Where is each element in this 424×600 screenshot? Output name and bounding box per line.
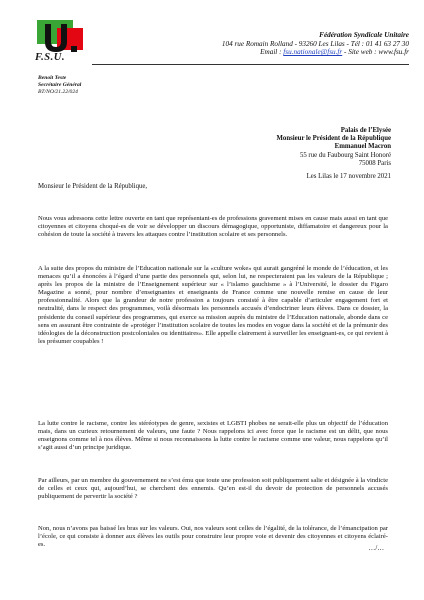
salutation: Monsieur le Président de la République,	[38, 183, 148, 190]
paragraph-2	[38, 265, 388, 346]
org-address: 104 rue Romain Rolland - 93260 Les Lilas - Tél : 01 41 63 27 30	[221, 39, 409, 48]
email-link[interactable]: fsu.nationale@fsu.fr	[283, 48, 343, 57]
email-label: Email :	[260, 48, 284, 57]
recipient-line-4: 55 rue du Faubourg Saint Honoré	[299, 151, 391, 159]
paragraph-1-text: Nous vous adressons cette lettre ouverte en tant que représentant-es de professions gravement mises en cause mais aussi en tant que citoyennes et citoyens choqué-es de voir se développer un discours démagogique, opportuniste, diffamatoire et dangereux pour la cohésion de toute la société à travers les attaques contre l’institution scolaire et ses personnels.	[38, 215, 388, 239]
recipient-line-1: Palais de l’Elysée	[340, 127, 391, 134]
paragraph-5	[38, 525, 388, 549]
paragraph-4-text: Par ailleurs, par un membre du gouvernement ne s’est ému que toute une profession soit publiquement salie et désignée à la vindicte de celles et ceux qui, aujourd’hui, se cherchent des ennemis. Qu’en est-il du devoir de protection de personnels accusés publiquement de pervertir la société ?	[38, 477, 388, 501]
sender-block	[38, 75, 81, 95]
paragraph-4	[38, 477, 388, 501]
paragraph-1	[38, 215, 388, 239]
sender-reference: BT/NO/21.22/024	[38, 88, 78, 95]
recipient-block	[277, 127, 391, 168]
paragraph-5-text: Non, nous n’avons pas baissé les bras sur les valeurs. Oui, nos valeurs sont celles de l’égalité, de la tolérance, de l’émancipation par l’école, ce qui consiste à donner aux élèves les outils pour construire leur propre voie et devenir des citoyennes et citoyens éclairé-es.	[38, 525, 388, 549]
letterhead	[222, 31, 409, 57]
paragraph-3	[38, 420, 388, 452]
org-name: Fédération Syndicale Unitaire	[319, 31, 409, 39]
sender-name: Benoît Teste	[38, 75, 67, 81]
website-text: - Site web : www.fsu.fr	[342, 48, 409, 57]
header-divider	[92, 64, 409, 65]
continuation-mark: …/…	[368, 545, 384, 552]
paragraph-2-text: A la suite des propos du ministre de l’Education nationale sur la «culture woke» qui aurait gangréné le monde de l’éducation, et les menaces qu’il a énoncées à l’égard d’une partie des personnels qui, selon lui, ne respecteraient pas les valeurs de la République ; après les propos de la ministre de l’Enseignement supérieur sur « l’islamo gauchisme » à l’Université, le dossier du Figaro Magazine a sonné, pour nombre d’enseignantes et enseignants de France comme une nouvelle remise en cause de leur professionnalité. Alors que la grandeur de notre profession a toujours consisté à être capable d’articuler engagement fort et neutralité, dans le respect des programmes, voilà désormais les personnels accusés d’endoctriner leurs élèves. Dans ce dossier, la présidente du conseil supérieur des programmes, qui exerce sa mission auprès du ministre de l’Education nationale, abonde dans ce sens en assurant être contrainte de «protéger l’institution scolaire de toutes les modes en vogue dans la société et de la prémunir des idéologies de la déconstruction postcoloniales ou identitaires». Elle appelle clairement à surveiller les enseignant-es, ce qui revient à les présumer coupables !	[38, 265, 388, 345]
recipient-line-5: 75008 Paris	[358, 159, 391, 167]
logo-caption: F.S.U.	[35, 52, 65, 63]
sender-role: Secrétaire Général	[38, 81, 82, 88]
paragraph-3-text: La lutte contre le racisme, contre les stéréotypes de genre, sexistes et LGBTI phobes ne serait-elle plus un objectif de l’éducation mais, dans un curieux retournement de valeurs, une faute ? Nous rappelons ici avec force que le racisme est un délit, que nous enseignons comme tel à nos élèves. Même si nous reconnaissons la lutte contre le racisme comme une valeur, nous rappelons qu’il s’agit aussi d’un principe juridique.	[38, 420, 388, 452]
recipient-line-3: Emmanuel Macron	[334, 143, 391, 151]
recipient-line-2: Monsieur le Président de la République	[276, 135, 391, 143]
org-contact	[222, 48, 409, 57]
letter-date: Les Lilas le 17 novembre 2021	[306, 173, 391, 180]
